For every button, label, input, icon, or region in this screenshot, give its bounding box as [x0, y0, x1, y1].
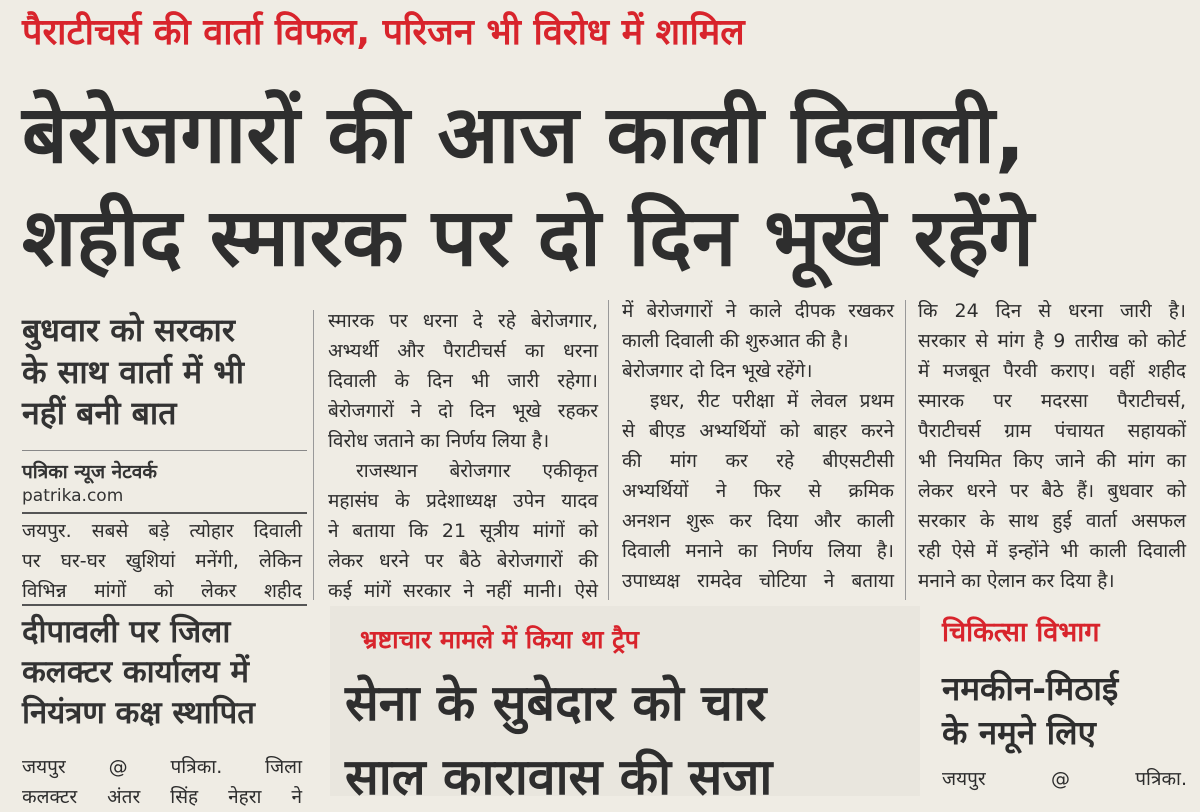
body-line: जयपुर @ पत्रिका. जिला	[22, 756, 302, 778]
body-line: महासंघ के प्रदेशाध्यक्ष उपेन यादव	[328, 490, 598, 512]
right-bottom-body	[942, 764, 1187, 794]
middle-bottom-kicker: भ्रष्टाचार मामले में किया था ट्रैप	[360, 625, 639, 654]
body-line: दिवाली मनाने का निर्णय लिया है।	[622, 540, 894, 562]
body-line: कि 24 दिन से धरना जारी है।	[918, 300, 1186, 322]
divider	[22, 450, 307, 451]
body-line: पर घर-घर खुशियां मनेंगी, लेकिन	[22, 550, 302, 572]
right-bottom-headline-2: के नमूने लिए	[942, 713, 1096, 752]
article-column-3	[622, 296, 894, 596]
body-line: काली दिवाली की शुरुआत की है।	[622, 330, 849, 352]
byline-url: patrika.com	[22, 486, 124, 506]
article-column-2	[328, 306, 598, 606]
body-line: जयपुर @ पत्रिका.	[942, 768, 1187, 790]
body-line: लेकर धरने पर बैठे हैं। बुधवार को	[918, 480, 1186, 502]
right-bottom-kicker: चिकित्सा विभाग	[942, 617, 1100, 648]
body-line: भी नियमित किए जाने की मांग का	[918, 450, 1186, 472]
column-separator	[905, 300, 906, 600]
body-line: इधर, रीट परीक्षा में लेवल प्रथम	[650, 390, 894, 412]
body-line: उपाध्यक्ष रामदेव चोटिया ने बताया	[622, 570, 894, 592]
body-line: राजस्थान बेरोजगार एकीकृत	[356, 460, 598, 482]
body-line: में मजबूत पैरवी कराए। वहीं शहीद	[918, 360, 1186, 382]
body-line: ने बताया कि 21 सूत्रीय मांगों को	[328, 520, 598, 542]
body-line: दिवाली के दिन भी जारी रहेगा।	[328, 370, 598, 392]
body-line: में बेरोजगारों ने काले दीपक रखकर	[622, 300, 894, 322]
left-bottom-headline-1: दीपावली पर जिला	[22, 614, 231, 650]
left-bottom-story	[22, 612, 312, 733]
body-line: विरोध जताने का निर्णय लिया है।	[328, 430, 550, 452]
side-story-body	[22, 516, 302, 606]
body-line: पैराटीचर्स ग्राम पंचायत सहायकों	[918, 420, 1186, 442]
side-subhead-3: नहीं बनी बात	[22, 394, 177, 433]
body-line: अभ्यर्थी और पैराटीचर्स का धरना	[328, 340, 598, 362]
right-bottom-headline-1: नमकीन-मिठाई	[942, 669, 1119, 708]
body-line: जयपुर. सबसे बड़े त्योहार दिवाली	[22, 520, 302, 542]
body-line: विभिन्न मांगों को लेकर शहीद	[22, 580, 302, 602]
section-divider	[22, 604, 307, 606]
left-bottom-body	[22, 752, 302, 808]
body-line: अभ्यर्थियों ने फिर से क्रमिक	[622, 480, 894, 502]
headline-line-2: शहीद स्मारक पर दो दिन भूखे रहेंगे	[22, 191, 1034, 284]
body-line: से बीएड अभ्यर्थियों को बाहर करने	[622, 420, 894, 442]
body-line: बेरोजगार दो दिन भूखे रहेंगे।	[622, 360, 813, 382]
divider	[22, 512, 307, 514]
left-bottom-headline-2: कलक्टर कार्यालय में	[22, 654, 249, 691]
body-line: सरकार के साथ हुई वार्ता असफल	[918, 510, 1186, 532]
body-line: बेरोजगारों ने दो दिन भूखे रहकर	[328, 400, 598, 422]
body-line: स्मारक पर मदरसा पैराटीचर्स,	[918, 390, 1186, 412]
body-line: मनाने का ऐलान कर दिया है।	[918, 570, 1115, 592]
kicker-top: पैराटीचर्स की वार्ता विफल, परिजन भी विरोध में शामिल	[22, 12, 745, 53]
column-separator	[608, 300, 609, 600]
middle-bottom-headline-1: सेना के सुबेदार को चार	[345, 674, 767, 732]
headline-line-1: बेरोजगारों की आज काली दिवाली,	[22, 88, 1026, 181]
body-line: लेकर धरने पर बैठे बेरोजगारों की	[328, 550, 598, 572]
side-subhead-1: बुधवार को सरकार	[22, 311, 235, 349]
body-line: स्मारक पर धरना दे रहे बेरोजगार,	[328, 310, 598, 332]
side-story	[22, 310, 307, 435]
body-line: कई मांगें सरकार ने नहीं मानी। ऐसे	[328, 580, 598, 602]
body-line: की मांग कर रहे बीएसटीसी	[622, 450, 894, 472]
article-column-4	[918, 296, 1186, 596]
middle-bottom-headline-2: साल कारावास की सजा	[345, 748, 773, 806]
left-bottom-headline-3: नियंत्रण कक्ष स्थापित	[22, 694, 255, 731]
byline: पत्रिका न्यूज नेटवर्क	[22, 461, 157, 483]
body-line: सरकार से मांग है 9 तारीख को कोर्ट	[918, 330, 1186, 352]
side-subhead-2: के साथ वार्ता में भी	[22, 352, 245, 391]
body-line: अनशन शुरू कर दिया और काली	[622, 510, 894, 532]
column-separator	[313, 310, 314, 600]
body-line: रही ऐसे में इन्होंने भी काली दिवाली	[918, 540, 1186, 562]
body-line-cut: कलक्टर अंतर सिंह नेहरा ने	[22, 786, 302, 808]
